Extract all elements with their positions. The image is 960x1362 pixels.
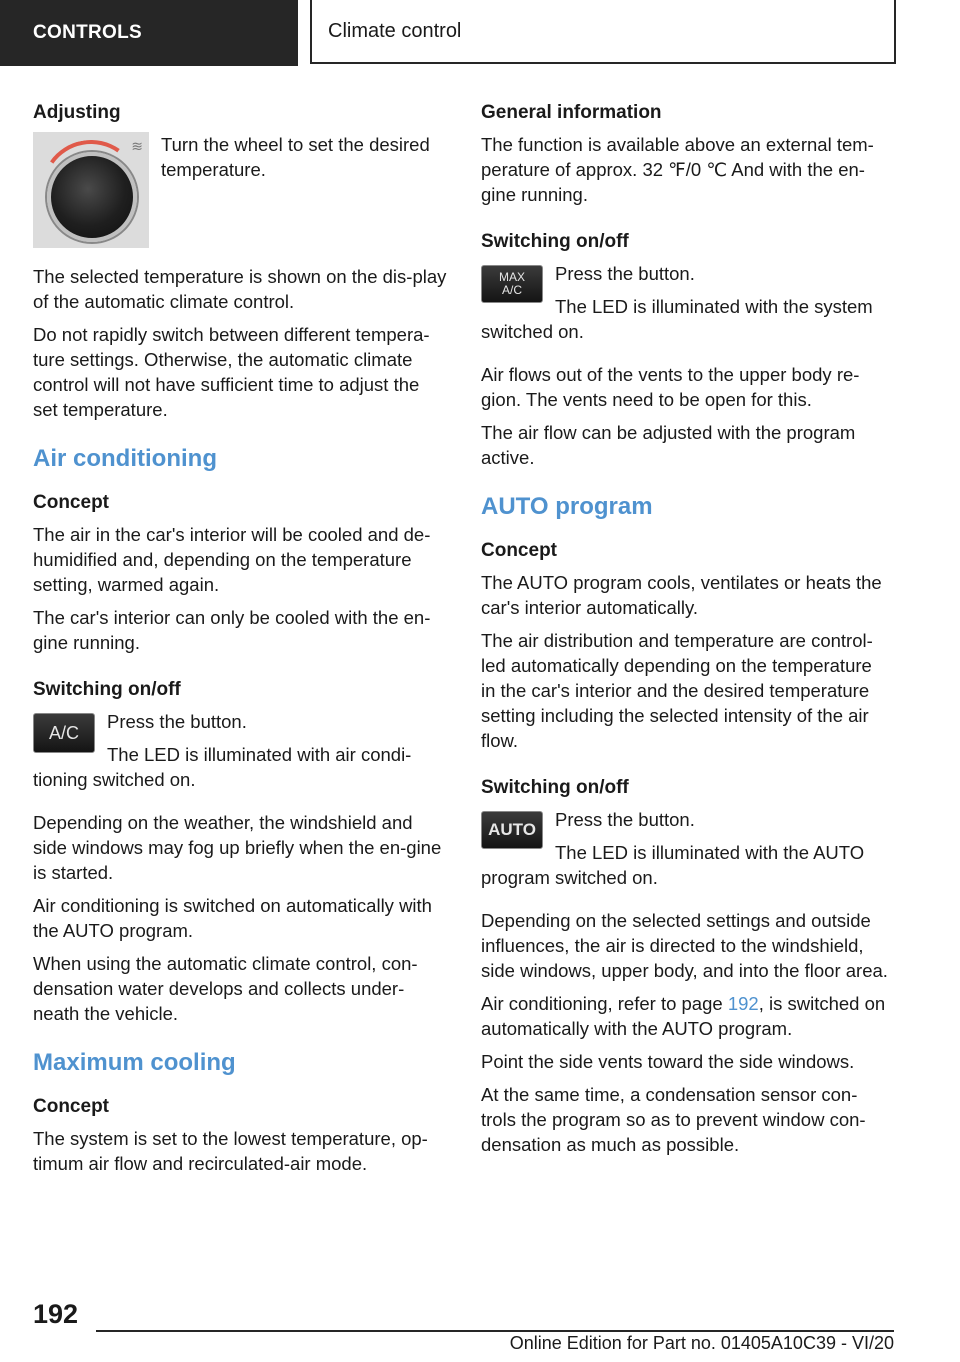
- auto-concept-paragraph-2: The air distribution and temperature are control-led automatically depending on the temperature in the car's interior and the desired temperature setting including the selected intensity of the air flow.: [481, 630, 873, 751]
- max-press-text: Press the button.: [555, 263, 695, 284]
- page-number: 192: [33, 1299, 79, 1329]
- auto-p4-pre: Air conditioning, refer to page: [481, 993, 728, 1014]
- ac-press-text: Press the button.: [107, 711, 247, 732]
- adjusting-heading: Adjusting: [33, 102, 121, 123]
- adjusting-figure-row: [33, 132, 447, 248]
- auto-button-image: AUTO: [481, 811, 543, 849]
- general-paragraph-1: The function is available above an external tem-perature of approx. 32 ℉/0 ℃ And with the en-gine running.: [481, 134, 874, 205]
- ac-concept-paragraph-1: The air in the car's interior will be cooled and de-humidified and, depending on the temperature setting, warmed again.: [33, 524, 431, 595]
- auto-paragraph-6: At the same time, a condensation sensor con-trols the program so as to prevent window con-densation as much as possible.: [481, 1084, 866, 1155]
- auto-switch-heading: Switching on/off: [481, 777, 629, 798]
- max-cooling-heading: Maximum cooling: [33, 1049, 236, 1076]
- auto-concept-heading: Concept: [481, 540, 557, 561]
- adjusting-paragraph-1: The selected temperature is shown on the dis-play of the automatic climate control.: [33, 266, 447, 312]
- max-switch-heading: Switching on/off: [481, 231, 629, 252]
- adjusting-text: Turn the wheel to set the desired temperature.: [161, 134, 430, 180]
- auto-led-text: The LED is illuminated with the AUTO program switched on.: [481, 842, 865, 888]
- left-column: [33, 100, 447, 1184]
- temperature-wheel-image: [33, 132, 149, 248]
- max-ac-button-image: [481, 265, 543, 303]
- auto-paragraph-5: Point the side vents toward the side windows.: [481, 1051, 855, 1072]
- auto-press-text: Press the button.: [555, 809, 695, 830]
- ac-button-block: [33, 709, 447, 800]
- right-column: [481, 100, 891, 1165]
- page-192-link[interactable]: 192: [727, 993, 759, 1014]
- section-tab: CONTROLS: [0, 0, 298, 66]
- max-paragraph-2: Air flows out of the vents to the upper body re-gion. The vents need to be open for this.: [481, 364, 860, 410]
- max-paragraph-3: The air flow can be adjusted with the program active.: [481, 422, 856, 468]
- adjusting-paragraph-2: Do not rapidly switch between different tempera-ture settings. Otherwise, the automatic climate control will not have sufficient time to adjust the set temperature.: [33, 324, 430, 420]
- max-concept-heading: Concept: [33, 1096, 109, 1117]
- auto-button-block: [481, 807, 891, 898]
- max-button-line-2: A/C: [501, 283, 522, 297]
- ac-paragraph-5: When using the automatic climate control, con-densation water develops and collects under-neath the vehicle.: [33, 953, 418, 1024]
- auto-paragraph-4: [481, 991, 891, 1041]
- footer-edition: Online Edition for Part no. 01405A10C39 - VI/20: [509, 1333, 894, 1353]
- heat-waves-icon: ≋: [131, 138, 143, 154]
- ac-led-text: The LED is illuminated with air condi-tioning switched on.: [33, 744, 412, 790]
- auto-concept-paragraph-1: The AUTO program cools, ventilates or heats the car's interior automatically.: [481, 572, 882, 618]
- temperature-wheel-icon: [47, 152, 137, 242]
- ac-heading: Air conditioning: [33, 445, 217, 472]
- auto-heading: AUTO program: [481, 493, 653, 520]
- ac-switch-heading: Switching on/off: [33, 679, 181, 700]
- footer-rule: [96, 1330, 894, 1332]
- ac-concept-heading: Concept: [33, 492, 109, 513]
- page-title: Climate control: [310, 0, 896, 64]
- auto-paragraph-3: Depending on the selected settings and outside influences, the air is directed to the windshield, side windows, upper body, and into the floor area.: [481, 910, 888, 981]
- general-heading: General information: [481, 102, 662, 123]
- max-led-text: The LED is illuminated with the system switched on.: [481, 296, 873, 342]
- ac-paragraph-4: Air conditioning is switched on automatically with the AUTO program.: [33, 895, 432, 941]
- ac-button-image: A/C: [33, 713, 95, 753]
- ac-concept-paragraph-2: The car's interior can only be cooled with the en-gine running.: [33, 607, 431, 653]
- max-concept-paragraph-1: The system is set to the lowest temperature, op-timum air flow and recirculated-air mode.: [33, 1128, 428, 1174]
- max-button-block: [481, 261, 891, 352]
- ac-paragraph-3: Depending on the weather, the windshield and side windows may fog up briefly when the en-gine is started.: [33, 812, 442, 883]
- auto-p4-post: , is switched on automatically with the AUTO program.: [481, 993, 886, 1039]
- max-button-line-1: MAX: [498, 270, 525, 284]
